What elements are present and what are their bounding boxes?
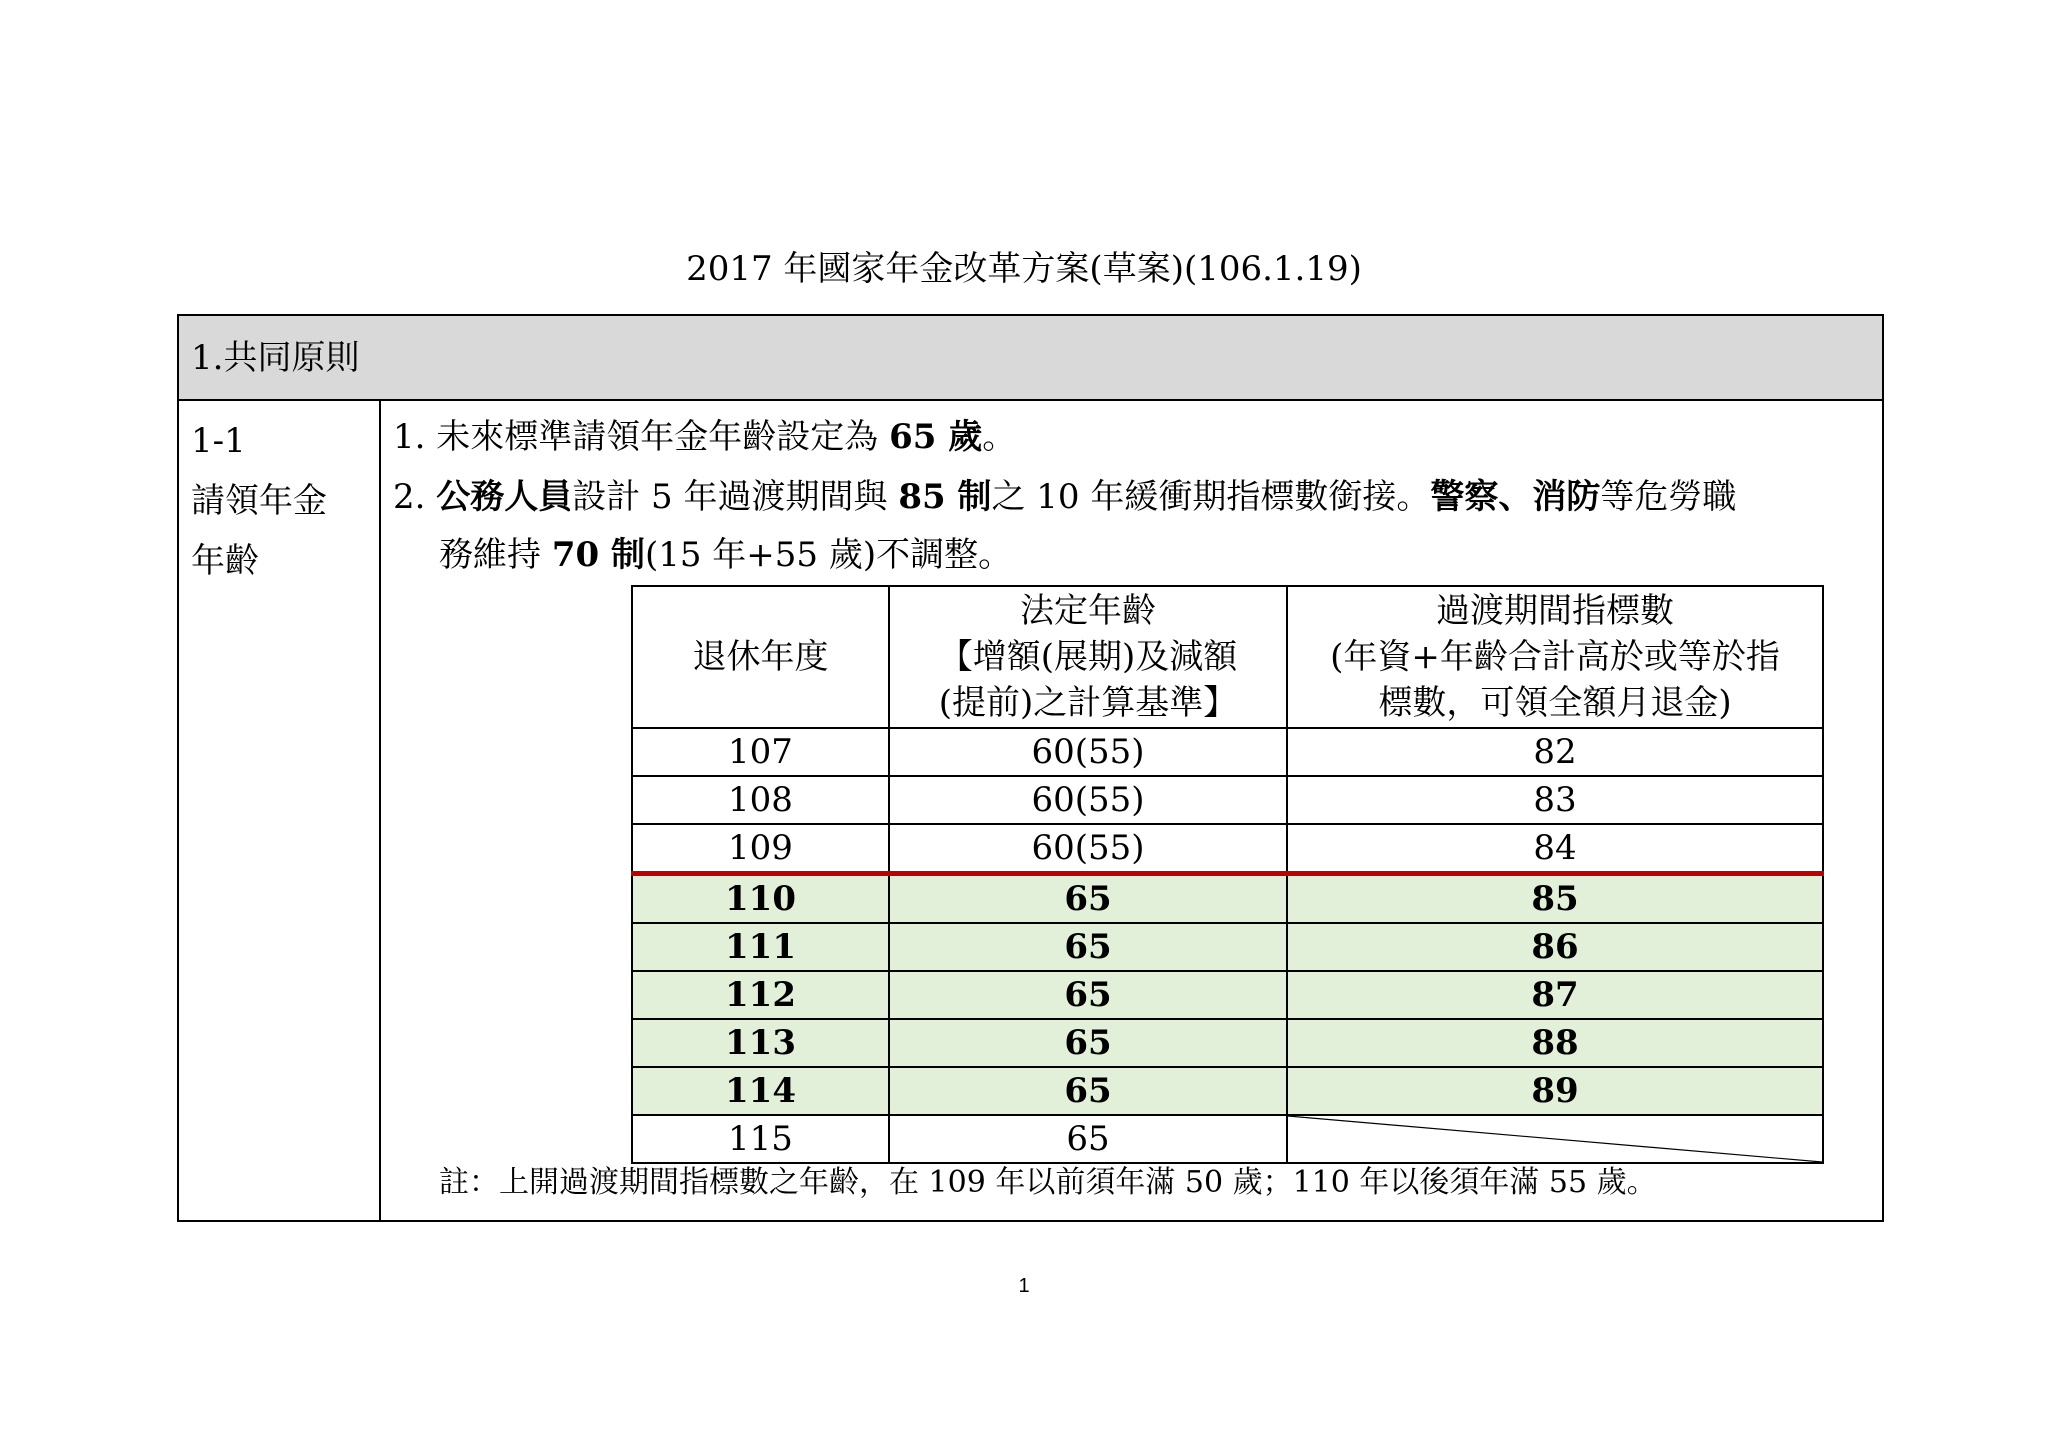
- header-retire-year: 退休年度: [632, 586, 889, 728]
- table-row: [632, 1115, 1823, 1163]
- table-footnote: 註：上開過渡期間指標數之年齡，在 109 年以前須年滿 50 歲；110 年以後須年滿 55 歲。: [439, 1165, 1657, 1200]
- item-2-bold-civil: 公務人員: [436, 477, 573, 517]
- cell-age: 65: [889, 1115, 1287, 1163]
- cell-year: 113: [632, 1019, 889, 1067]
- item-2-bold-police: 警察、消防: [1430, 477, 1601, 517]
- cell-age: 65: [889, 971, 1287, 1019]
- cell-age: 65: [889, 923, 1287, 971]
- cell-year: 112: [632, 971, 889, 1019]
- cell-age: 60(55): [889, 824, 1287, 874]
- table-row: [632, 1067, 1823, 1115]
- item-2-bold-85: 85 制: [898, 477, 992, 517]
- table-row: [632, 923, 1823, 971]
- item-2-line-1: [393, 473, 1736, 521]
- item-1-text: 1. 未來標準請領年金年齡設定為: [393, 417, 890, 457]
- cell-index-empty: [1287, 1115, 1823, 1163]
- item-2-bold-70: 70 制: [551, 535, 645, 575]
- cell-index: 85: [1287, 874, 1823, 924]
- diagonal-strike: [1288, 1116, 1822, 1162]
- cell-age: 65: [889, 1067, 1287, 1115]
- item-2-text-c: 等危勞職: [1600, 477, 1737, 517]
- item-2-text-a: 設計 5 年過渡期間與: [572, 477, 899, 517]
- header-transition-index: 過渡期間指標數 (年資+年齡合計高於或等於指 標數，可領全額月退金): [1287, 586, 1823, 728]
- section-header: [179, 316, 1882, 401]
- item-2-line-2-post: (15 年+55 歲)不調整。: [644, 535, 1013, 575]
- item-2-line-2-pre: 務維持: [439, 535, 552, 575]
- cell-index: 88: [1287, 1019, 1823, 1067]
- content-cell: [381, 401, 1882, 1220]
- row-label-cell: [179, 401, 381, 1220]
- cell-year: 108: [632, 776, 889, 824]
- cell-age: 65: [889, 1019, 1287, 1067]
- table-row: [632, 874, 1823, 924]
- page-number: 1: [1018, 1275, 1030, 1297]
- cell-age: 65: [889, 874, 1287, 924]
- cell-index: 86: [1287, 923, 1823, 971]
- item-1: [393, 413, 1016, 461]
- header-legal-age: 法定年齡 【增額(展期)及減額 (提前)之計算基準】: [889, 586, 1287, 728]
- cell-year: 114: [632, 1067, 889, 1115]
- table-row: [632, 824, 1823, 874]
- table-row: [632, 971, 1823, 1019]
- table-row: [632, 1019, 1823, 1067]
- document-title: 2017 年國家年金改革方案(草案)(106.1.19): [686, 249, 1362, 289]
- row-label-number: 1-1: [191, 421, 246, 461]
- cell-year: 115: [632, 1115, 889, 1163]
- cell-index: 83: [1287, 776, 1823, 824]
- table-header-row: [632, 586, 1823, 728]
- transition-table: [631, 585, 1824, 1164]
- row-label-line1: 請領年金: [191, 481, 327, 521]
- row-label-line2: 年齡: [191, 541, 259, 581]
- cell-age: 60(55): [889, 728, 1287, 776]
- cell-year: 107: [632, 728, 889, 776]
- cell-age: 60(55): [889, 776, 1287, 824]
- section-header-label: 1.共同原則: [191, 338, 360, 378]
- table-row: [632, 776, 1823, 824]
- item-2-num: 2.: [393, 477, 437, 517]
- cell-index: 87: [1287, 971, 1823, 1019]
- cell-index: 84: [1287, 824, 1823, 874]
- cell-index: 89: [1287, 1067, 1823, 1115]
- item-1-bold: 65 歲: [889, 417, 983, 457]
- table-row: [632, 728, 1823, 776]
- outer-table: [177, 314, 1884, 1222]
- cell-year: 110: [632, 874, 889, 924]
- cell-index: 82: [1287, 728, 1823, 776]
- item-2-line-2: [439, 531, 1012, 579]
- item-2-text-b: 之 10 年緩衝期指標數銜接。: [991, 477, 1431, 517]
- cell-year: 111: [632, 923, 889, 971]
- cell-year: 109: [632, 824, 889, 874]
- item-1-end: 。: [982, 417, 1017, 457]
